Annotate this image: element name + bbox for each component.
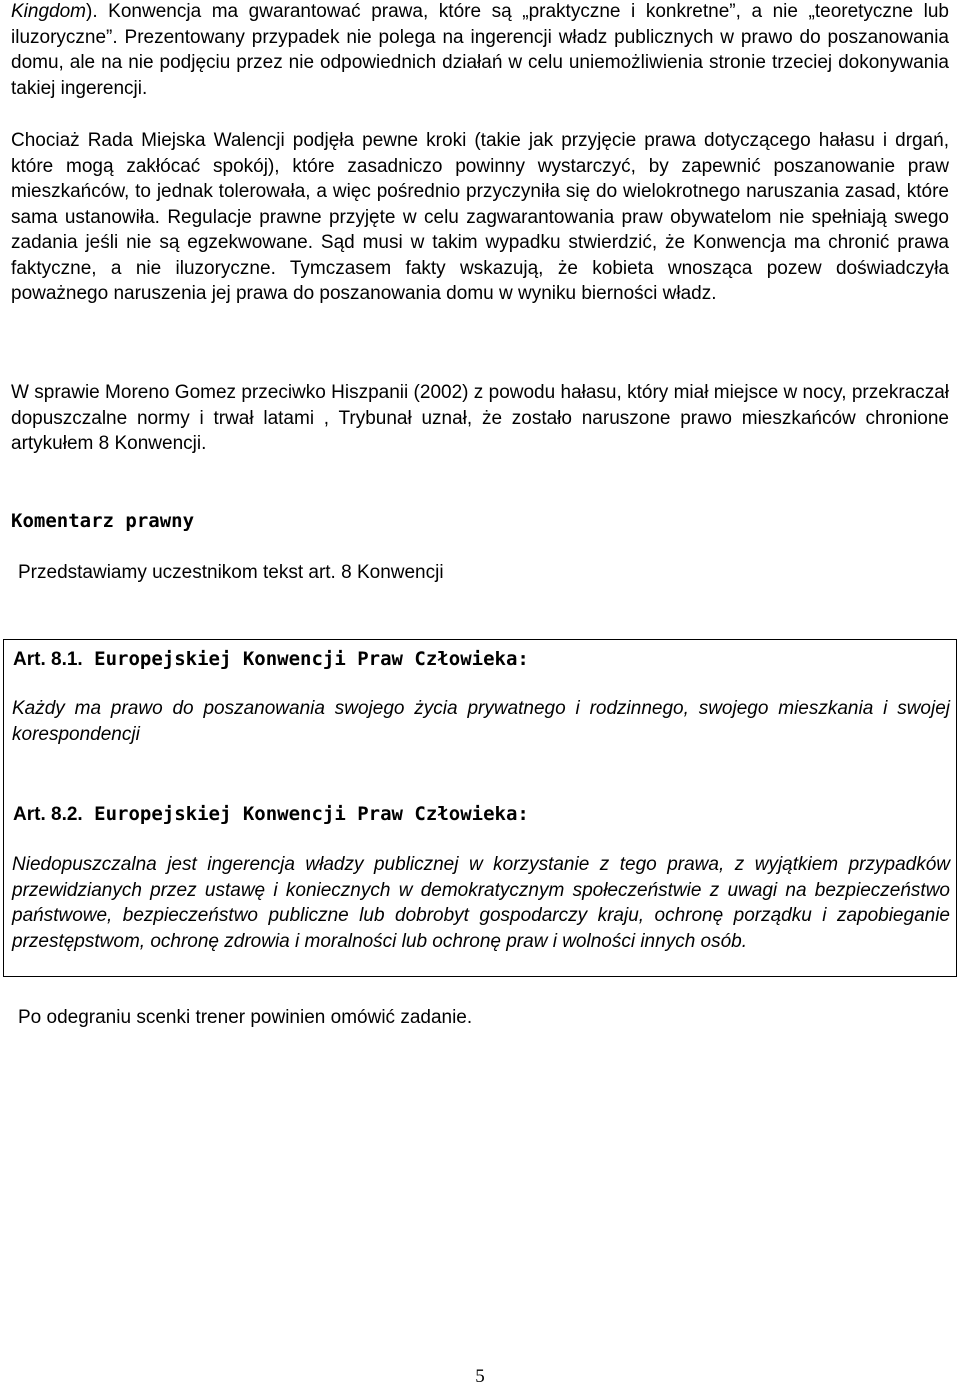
section-intro: Przedstawiamy uczestnikom tekst art. 8 Konwencji	[18, 562, 444, 583]
article-text-8-1: Każdy ma prawo do poszanowania swojego życia prywatnego i rodzinnego, swojego mieszkania i swojej korespondencji	[12, 698, 950, 745]
article-text-8-2: Niedopuszczalna jest ingerencja władzy publicznej w korzystanie z tego prawa, z wyjątkiem przypadków przewidzianych przez ustawę i koniecznych w demokratycznym społeczeństwie z uwagi na bezpieczeństwo państwowe, bezpieczeństwo publiczne lub dobrobyt gospodarczy kraju, ochronę porządku i zapobieganie przestępstwom, ochronę zdrowia i moralności lub ochronę praw i wolności innych osób.	[12, 854, 950, 952]
article-number: Art. 8.1.	[13, 649, 83, 670]
paragraph-valencia: Chociaż Rada Miejska Walencji podjęła pewne kroki (takie jak przyjęcie prawa dotyczącego hałasu i drgań, które mogą zakłócać spokój), które zasadniczo powinny wystarczyć, by zapewnić poszanowanie praw mieszkańców, to jednak tolerowała, a więc pośrednio przyczyniła się do wielokrotnego naruszania zasad, które sama ustanowiła. Regulacje prawne przyjęte w celu zagwarantowania praw obywatelom nie spełniają swego zadania jeśli nie są egzekwowane. Sąd musi w takim wypadku stwierdzić, że Konwencja ma chronić prawa faktyczne, a nie iluzoryczne. Tymczasem fakty wskazują, że kobieta wnosząca pozew doświadczyła poważnego naruszenia jej prawa do poszanowania domu w wyniku bierności władz.	[11, 130, 949, 304]
article-heading: Europejskiej Konwencji Praw Człowieka:	[82, 648, 529, 670]
paragraph-moreno-gomez: W sprawie Moreno Gomez przeciwko Hiszpanii (2002) z powodu hałasu, który miał miejsce w nocy, przekraczał dopuszczalne normy i trwał latami , Trybunał uznał, że zostało naruszone prawo mieszkańców chronione artykułem 8 Konwencji.	[11, 382, 949, 454]
page-number: 5	[475, 1366, 485, 1387]
paragraph-conclusion	[11, 0, 949, 101]
article-number: Art. 8.2.	[13, 804, 83, 825]
italic-lead: Kingdom	[11, 1, 86, 22]
article-heading: Europejskiej Konwencji Praw Człowieka:	[82, 803, 529, 825]
closing-note: Po odegraniu scenki trener powinien omówić zadanie.	[18, 1007, 473, 1028]
article-title-8-1	[13, 648, 529, 671]
article-box	[3, 639, 957, 977]
article-title-8-2	[13, 803, 529, 826]
paragraph-conclusion-text: ). Konwencja ma gwarantować prawa, które są „praktyczne i konkretne”, a nie „teoretyczne lub iluzoryczne”. Prezentowany przypadek nie polega na ingerencji władz publicznych w prawo do poszanowania domu, ale na nie podjęciu przez nie odpowiednich działań w celu uniemożliwienia stronie trzeciej dokonywania takiej ingerencji.	[11, 1, 949, 99]
section-heading: Komentarz prawny	[11, 510, 195, 532]
